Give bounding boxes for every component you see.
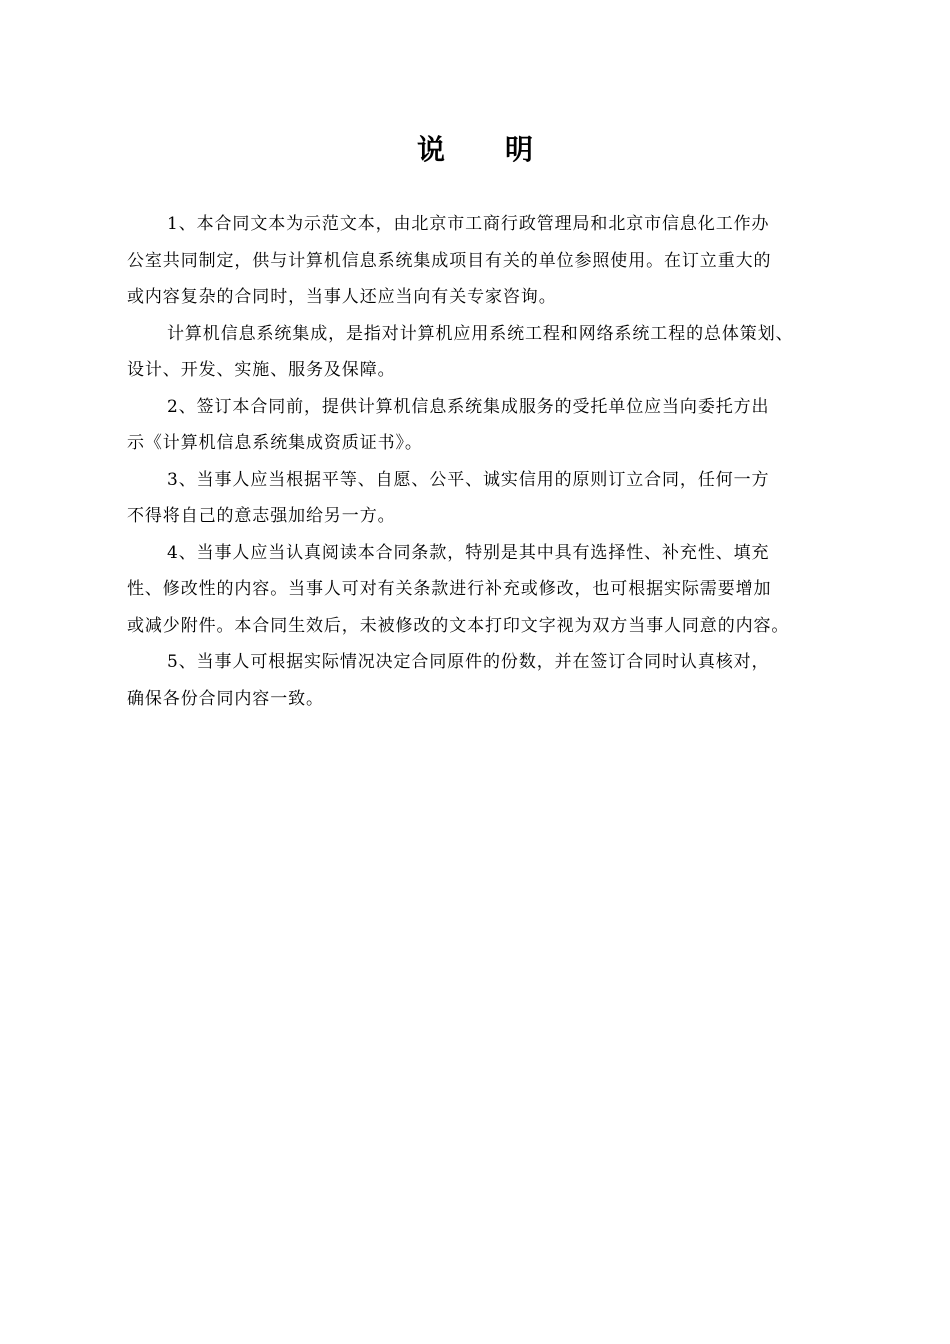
paragraph-line: 计算机信息系统集成，是指对计算机应用系统工程和网络系统工程的总体策划、 xyxy=(167,323,794,344)
page-title: 说明 xyxy=(416,133,593,166)
document-body xyxy=(127,206,832,717)
paragraph-line: 2、签订本合同前，提供计算机信息系统集成服务的受托单位应当向委托方出 xyxy=(167,396,770,417)
paragraph-line: 4、当事人应当认真阅读本合同条款，特别是其中具有选择性、补充性、填充 xyxy=(167,542,770,563)
paragraph-line: 确保各份合同内容一致。 xyxy=(127,688,324,709)
paragraph-line: 或减少附件。本合同生效后，未被修改的文本打印文字视为双方当事人同意的内容。 xyxy=(127,615,790,636)
paragraph-line: 不得将自己的意志强加给另一方。 xyxy=(127,506,396,526)
paragraph-line: 3、当事人应当根据平等、自愿、公平、诚实信用的原则订立合同，任何一方 xyxy=(167,469,770,490)
paragraph-5 xyxy=(127,535,832,645)
paragraph-line: 示《计算机信息系统集成资质证书》。 xyxy=(127,433,423,453)
paragraph-1 xyxy=(127,206,832,316)
paragraph-line: 设计、开发、实施、服务及保障。 xyxy=(127,360,396,380)
paragraph-line: 性、修改性的内容。当事人可对有关条款进行补充或修改，也可根据实际需要增加 xyxy=(127,579,772,599)
paragraph-line: 或内容复杂的合同时，当事人还应当向有关专家咨询。 xyxy=(127,287,557,307)
paragraph-6 xyxy=(127,644,832,717)
paragraph-line: 5、当事人可根据实际情况决定合同原件的份数，并在签订合同时认真核对， xyxy=(167,652,770,672)
paragraph-3 xyxy=(127,389,832,462)
paragraph-4 xyxy=(127,462,832,535)
paragraph-2 xyxy=(127,316,832,389)
paragraph-line: 公室共同制定，供与计算机信息系统集成项目有关的单位参照使用。在订立重大的 xyxy=(127,250,772,271)
paragraph-line: 1、本合同文本为示范文本，由北京市工商行政管理局和北京市信息化工作办 xyxy=(167,214,770,234)
